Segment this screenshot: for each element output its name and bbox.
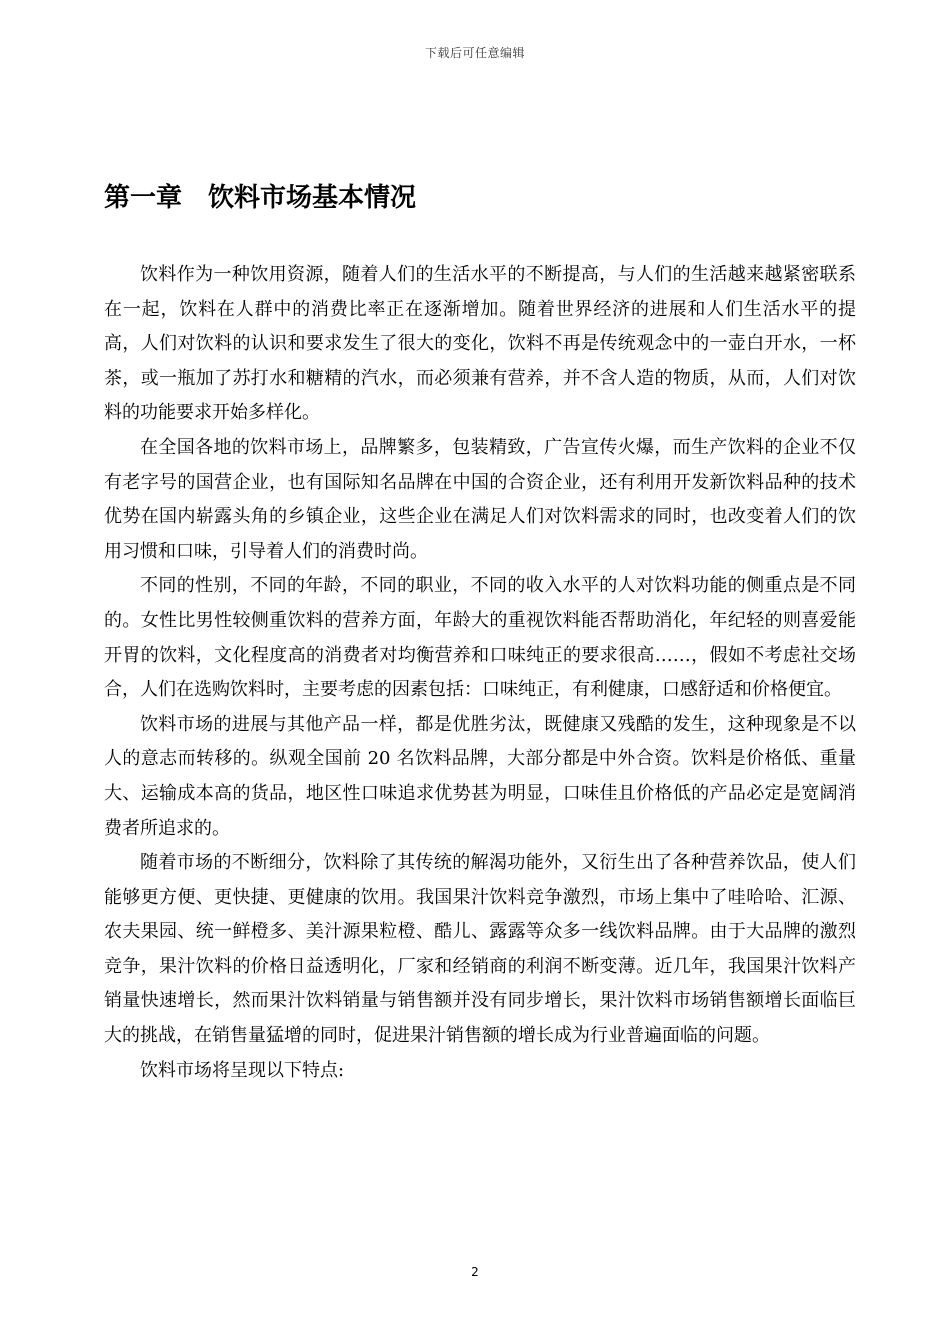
- paragraph-4: 饮料市场的进展与其他产品一样，都是优胜劣汰，既健康又残酷的发生，这种现象是不以人的意志而转移的。纵观全国前 20 名饮料品牌，大部分都是中外合资。饮料是价格低、重量大、运输成本高的货品，地区性口味追求优势甚为明显，口味佳且价格低的产品必定是宽阔消费者所追求的。: [104, 713, 856, 839]
- page-number: 2: [471, 1265, 479, 1279]
- paragraph-1: 饮料作为一种饮用资源，随着人们的生活水平的不断提高，与人们的生活越来越紧密联系在一起，饮料在人群中的消费比率正在逐渐增加。随着世界经济的进展和人们生活水平的提高，人们对饮料的认识和要求发生了很大的变化，饮料不再是传统观念中的一壶白开水，一杯茶，或一瓶加了苏打水和糖精的汽水，而必须兼有营养，并不含人造的物质，从而，人们对饮料的功能要求开始多样化。: [104, 264, 856, 424]
- paragraph-5: 随着市场的不断细分，饮料除了其传统的解渴功能外，又衍生出了各种营养饮品，使人们能够更方便、更快捷、更健康的饮用。我国果汁饮料竞争激烈，市场上集中了哇哈哈、汇源、农夫果园、统一鲜橙多、美汁源果粒橙、酷儿、露露等众多一线饮料品牌。由于大品牌的激烈竞争，果汁饮料的价格日益透明化，厂家和经销商的利润不断变薄。近几年，我国果汁饮料产销量快速增长，然而果汁饮料销量与销售额并没有同步增长，果汁饮料市场销售额增长面临巨大的挑战，在销售量猛增的同时，促进果汁销售额的增长成为行业普遍面临的问题。: [104, 852, 856, 1047]
- paragraph-6: 饮料市场将呈现以下特点:: [140, 1059, 345, 1081]
- paragraph-3: 不同的性别，不同的年龄，不同的职业，不同的收入水平的人对饮料功能的侧重点是不同的。女性比男性较侧重饮料的营养方面，年龄大的重视饮料能否帮助消化，年纪轻的则喜爱能开胃的饮料，文化程度高的消费者对均衡营养和口味纯正的要求很高……，假如不考虑社交场合，人们在选购饮料时，主要考虑的因素包括：口味纯正，有利健康，口感舒适和价格便宜。: [104, 575, 856, 701]
- paragraph-2: 在全国各地的饮料市场上，品牌繁多，包装精致，广告宣传火爆，而生产饮料的企业不仅有老字号的国营企业，也有国际知名品牌在中国的合资企业，还有利用开发新饮料品种的技术优势在国内崭露头角的乡镇企业，这些企业在满足人们对饮料需求的同时，也改变着人们的饮用习惯和口味，引导着人们的消费时尚。: [104, 436, 856, 562]
- page-header-note: 下载后可任意编辑: [424, 46, 525, 60]
- chapter-title: 第一章 饮料市场基本情况: [104, 183, 417, 213]
- body-text: [104, 258, 856, 1088]
